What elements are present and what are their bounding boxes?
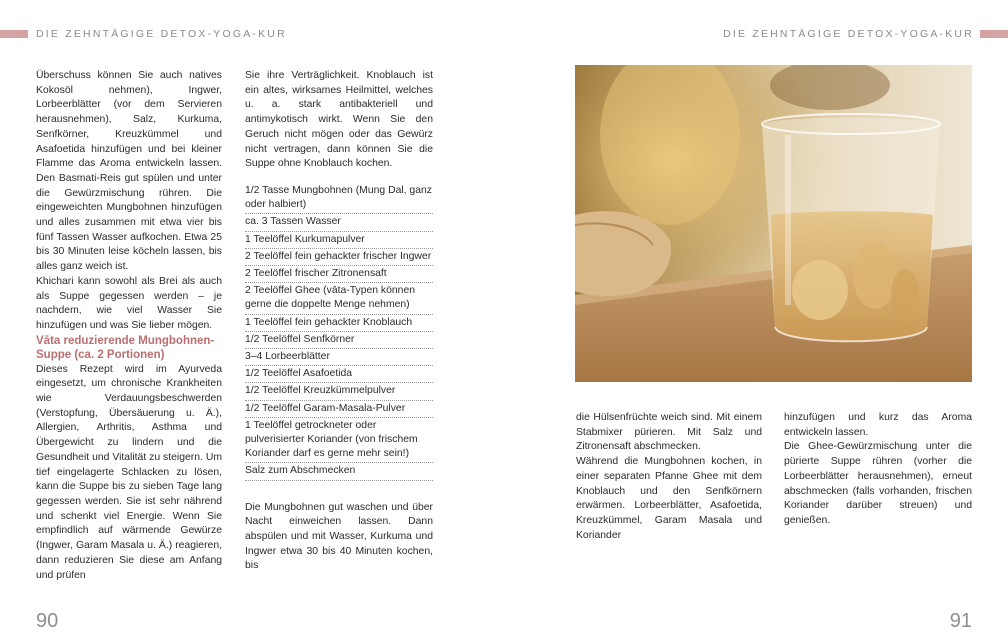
list-item: 1/2 Teelöffel Kreuzkümmelpulver (245, 383, 433, 400)
list-item: 1/2 Tasse Mungbohnen (Mung Dal, ganz oder halbiert) (245, 183, 433, 214)
paragraph: die Hülsenfrüchte weich sind. Mit einem Stabmixer pürieren. Mit Salz und Zitronensaft abschmecken. (576, 412, 762, 453)
paragraph: Dieses Rezept wird im Ayurveda eingesetzt, um chronische Krankheiten wie Verdauungsbeschwerden (Verstopfung, Übersäuerung u. Ä.), Allergien, Arthritis, Asthma und Übergewicht zu lindern und die Gesundheit und Vitalität zu steigern. Um tief eingelagerte Schlacken zu lösen, kann die Suppe bis zu sieben Tage lang gegessen werden. Sie ist sehr nährend und schenkt viel Energie. Wenn Sie empfindlich auf wärmende Gewürze (Ingwer, Garam Masala u. Ä.) reagieren, dann reduzieren Sie diese am Anfang und prüfen (36, 363, 222, 581)
list-item: 1/2 Teelöffel Asafoetida (245, 366, 433, 383)
left-column-1 (36, 69, 222, 583)
list-item: 2 Teelöffel fein gehackter frischer Ingwer (245, 249, 433, 266)
paragraph: Überschuss können Sie auch natives Kokosöl nehmen), Ingwer, Lorbeerblätter (vor dem Servieren herausnehmen), Salz, Kurkuma, Senfkörner, Kreuzkümmel und Asafoetida hinzufügen und bei kleiner Flamme das Aroma entwickeln lassen. Den Basmati-Reis gut spülen und unter die Gewürzmischung rühren. Die eingeweichten Mungbohnen hinzufügen und alles zusammen mit etwa vier bis fünf Tassen Wasser aufkochen. Etwa 25 bis 30 Minuten leise köcheln lassen, bis alles ganz weich ist. (36, 70, 222, 273)
ginger-tea-photo (575, 65, 972, 382)
paragraph: Sie ihre Verträglichkeit. Knoblauch ist ein altes, wirksames Heilmittel, welches u. a. stark antibakteriell und antimykotisch wirkt. Wenn Sie den Geruch nicht mögen oder das Gewürz nicht vertragen, dann können Sie die Suppe ohne Knoblauch kochen. (245, 70, 433, 170)
paragraph: Die Mungbohnen gut waschen und über Nacht einweichen lassen. Dann abspülen und mit Wasser, Kurkuma und Ingwer etwa 30 bis 40 Minuten kochen, bis (245, 501, 433, 572)
running-head-bar (980, 30, 1008, 38)
left-page (0, 0, 504, 632)
list-item: 1/2 Teelöffel Senfkörner (245, 332, 433, 349)
paragraph: hinzufügen und kurz das Aroma entwickeln lassen. (784, 412, 972, 438)
list-item: 1/2 Teelöffel Garam-Masala-Pulver (245, 401, 433, 418)
right-column-2 (784, 411, 972, 529)
paragraph: Khichari kann sowohl als Brei als auch als Suppe gegessen werden – je nachdem, wie viel Wasser Sie hinzufügen und was Sie lieber mögen. (36, 275, 222, 331)
ingredient-list (245, 183, 433, 481)
ginger-tea-glass-image (575, 65, 972, 382)
right-column-1 (576, 411, 762, 543)
list-item: 1 Teelöffel fein gehackter Knoblauch (245, 315, 433, 332)
page-number: 91 (949, 610, 972, 632)
list-item: 2 Teelöffel frischer Zitronensaft (245, 266, 433, 283)
page-number: 90 (36, 610, 59, 632)
left-column-2 (245, 69, 433, 574)
list-item: 1 Teelöffel getrockneter oder pulverisierter Koriander (von frischem Koriander darf es gerne mehr sein!) (245, 418, 433, 464)
list-item: 2 Teelöffel Ghee (vāta-Typen können gerne die doppelte Menge nehmen) (245, 283, 433, 314)
running-head-bar (0, 30, 28, 38)
recipe-heading: Vāta reduzierende Mungbohnen-Suppe (ca. 2 Portionen) (36, 334, 215, 362)
running-title: DIE ZEHNTÄGIGE DETOX-YOGA-KUR (723, 28, 974, 40)
right-page (504, 0, 1008, 632)
list-item: 3–4 Lorbeerblätter (245, 349, 433, 366)
running-title: DIE ZEHNTÄGIGE DETOX-YOGA-KUR (36, 28, 287, 40)
list-item: 1 Teelöffel Kurkumapulver (245, 232, 433, 249)
list-item: Salz zum Abschmecken (245, 463, 433, 480)
paragraph: Während die Mungbohnen kochen, in einer separaten Pfanne Ghee mit dem Knoblauch und den Senfkörnern erwärmen. Lorbeerblätter, Asafoetida, Kreuzkümmel, Garam Masala und Koriander (576, 456, 762, 541)
list-item: ca. 3 Tassen Wasser (245, 214, 433, 231)
paragraph: Die Ghee-Gewürzmischung unter die pürierte Suppe rühren (vorher die Lorbeerblätter herausnehmen), erneut abschmecken (falls vorhanden, frischen Koriander darüber streuen) und genießen. (784, 441, 972, 526)
